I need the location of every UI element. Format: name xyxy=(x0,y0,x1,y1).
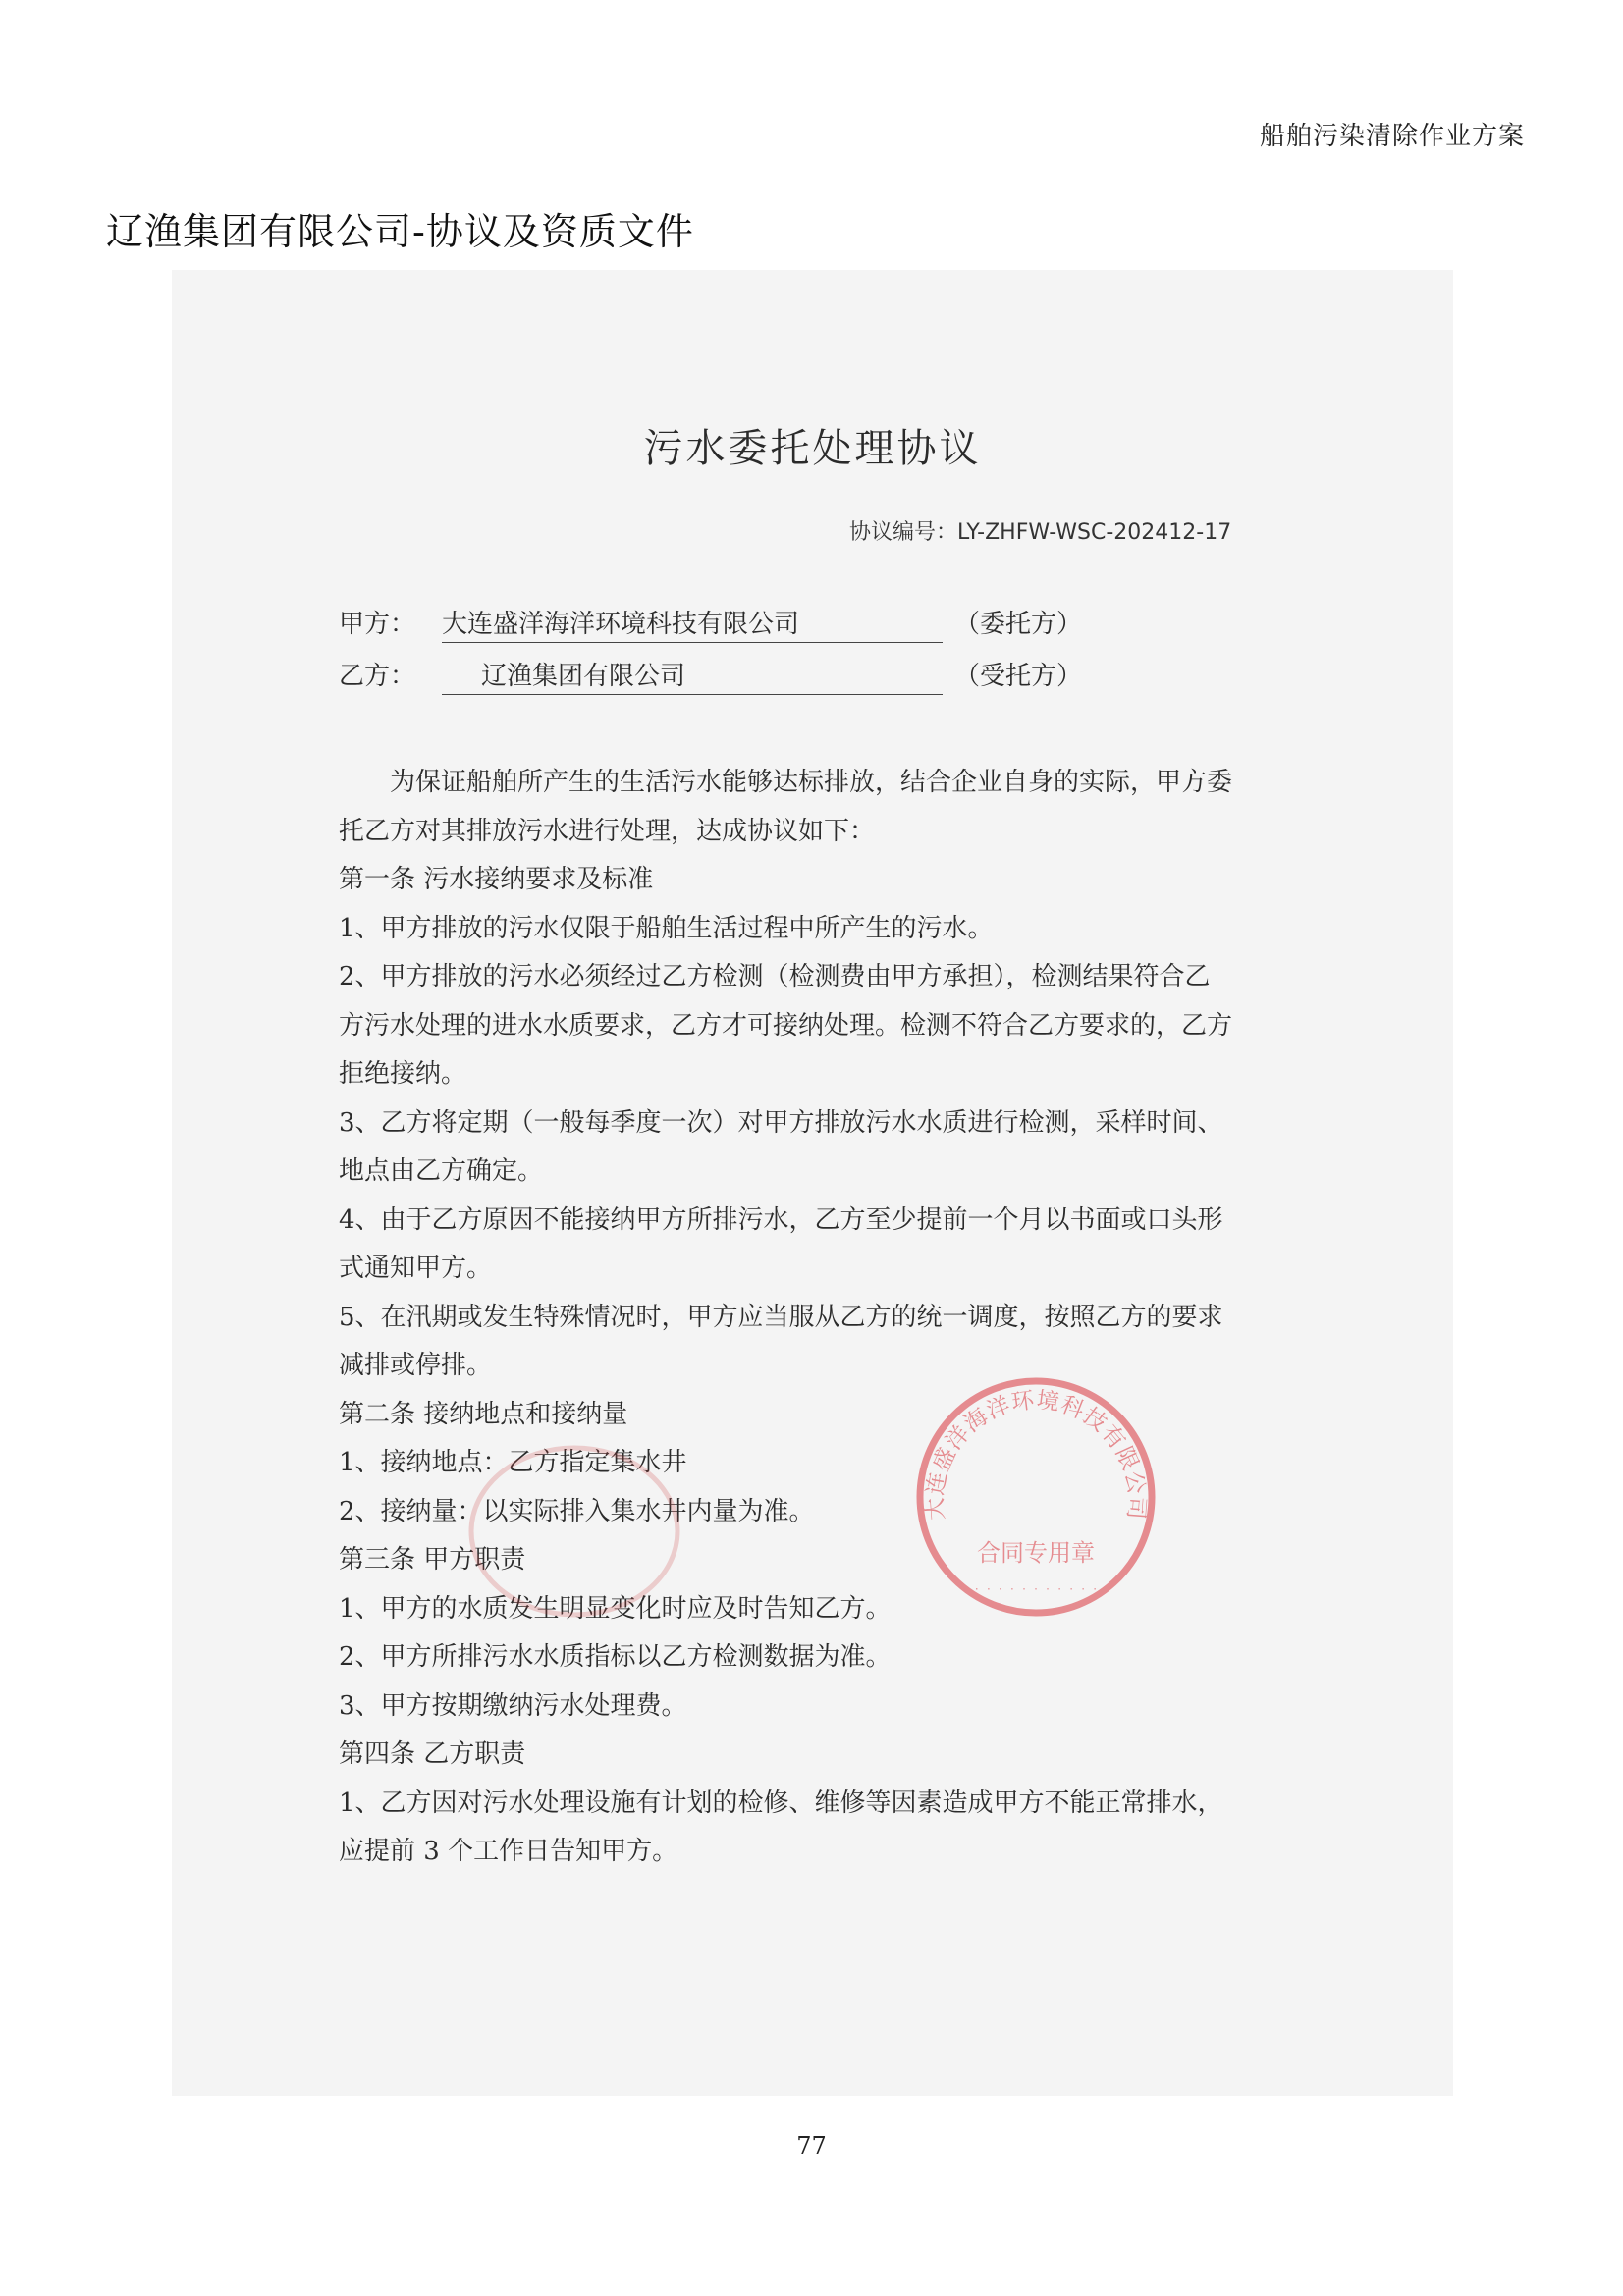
party-b-label: 乙方： xyxy=(339,662,416,691)
scanned-agreement xyxy=(172,270,1453,2096)
party-a-row xyxy=(339,604,1082,643)
svg-text:· · · · · · · · · · · · ·: · · · · · · · · · · · · · xyxy=(961,1584,1110,1595)
intro-line: 托乙方对其排放污水进行处理，达成协议如下： xyxy=(339,816,876,846)
party-b-role: （受托方） xyxy=(954,662,1083,691)
page-heading: 辽渔集团有限公司-协议及资质文件 xyxy=(106,210,694,253)
page-number: 77 xyxy=(796,2132,827,2160)
clause-line: 2、甲方所排污水水质指标以乙方检测数据为准。 xyxy=(339,1642,892,1672)
clause-line: 1、乙方因对污水处理设施有计划的检修、维修等因素造成甲方不能正常排水， xyxy=(339,1788,1223,1818)
party-a-name: 大连盛洋海洋环境科技有限公司 xyxy=(442,604,943,643)
party-b-name: 辽渔集团有限公司 xyxy=(442,656,943,695)
clause-line: 拒绝接纳。 xyxy=(339,1059,467,1089)
clause-line: 5、在汛期或发生特殊情况时，甲方应当服从乙方的统一调度，按照乙方的要求 xyxy=(339,1302,1223,1332)
agreement-number: 协议编号：LY-ZHFW-WSC-202412-17 xyxy=(849,520,1232,545)
intro-line: 为保证船舶所产生的生活污水能够达标排放，结合企业自身的实际，甲方委 xyxy=(390,768,1233,797)
clause-line: 应提前 3 个工作日告知甲方。 xyxy=(339,1837,678,1866)
clause-line: 方污水处理的进水水质要求，乙方才可接纳处理。检测不符合乙方要求的，乙方 xyxy=(339,1010,1233,1041)
article-heading: 第三条 甲方职责 xyxy=(339,1545,526,1575)
clause-line: 地点由乙方确定。 xyxy=(339,1156,544,1186)
party-a-label: 甲方： xyxy=(339,610,416,639)
clause-line: 3、乙方将定期（一般每季度一次）对甲方排放污水水质进行检测，采样时间、 xyxy=(339,1107,1223,1138)
running-header: 船舶污染清除作业方案 xyxy=(1259,122,1525,151)
svg-text:合同专用章: 合同专用章 xyxy=(977,1539,1095,1567)
article-heading: 第四条 乙方职责 xyxy=(339,1739,526,1769)
article-heading: 第二条 接纳地点和接纳量 xyxy=(339,1399,628,1429)
company-seal-stamp xyxy=(889,1364,1183,1629)
clause-line: 1、甲方排放的污水仅限于船舶生活过程中所产生的污水。 xyxy=(339,913,994,943)
party-a-role: （委托方） xyxy=(954,610,1083,639)
svg-text:大连盛洋海洋环境科技有限公司: 大连盛洋海洋环境科技有限公司 xyxy=(922,1387,1150,1522)
clause-line: 1、甲方的水质发生明显变化时应及时告知乙方。 xyxy=(339,1593,892,1624)
agreement-title: 污水委托处理协议 xyxy=(643,426,982,471)
clause-line: 减排或停排。 xyxy=(339,1351,493,1380)
agreement-body xyxy=(339,759,1438,1877)
clause-line: 4、由于乙方原因不能接纳甲方所排污水，乙方至少提前一个月以书面或口头形 xyxy=(339,1204,1223,1235)
faint-seal-imprint xyxy=(461,1438,687,1625)
clause-line: 式通知甲方。 xyxy=(339,1254,493,1283)
clause-line: 1、接纳地点：乙方指定集水井 xyxy=(339,1448,687,1477)
clause-line: 2、接纳量：以实际排入集水井内量为准。 xyxy=(339,1496,815,1526)
clause-line: 2、甲方排放的污水必须经过乙方检测（检测费由甲方承担），检测结果符合乙 xyxy=(339,962,1211,991)
article-heading: 第一条 污水接纳要求及标准 xyxy=(339,865,654,894)
clause-line: 3、甲方按期缴纳污水处理费。 xyxy=(339,1690,687,1721)
party-b-row xyxy=(339,656,1082,695)
